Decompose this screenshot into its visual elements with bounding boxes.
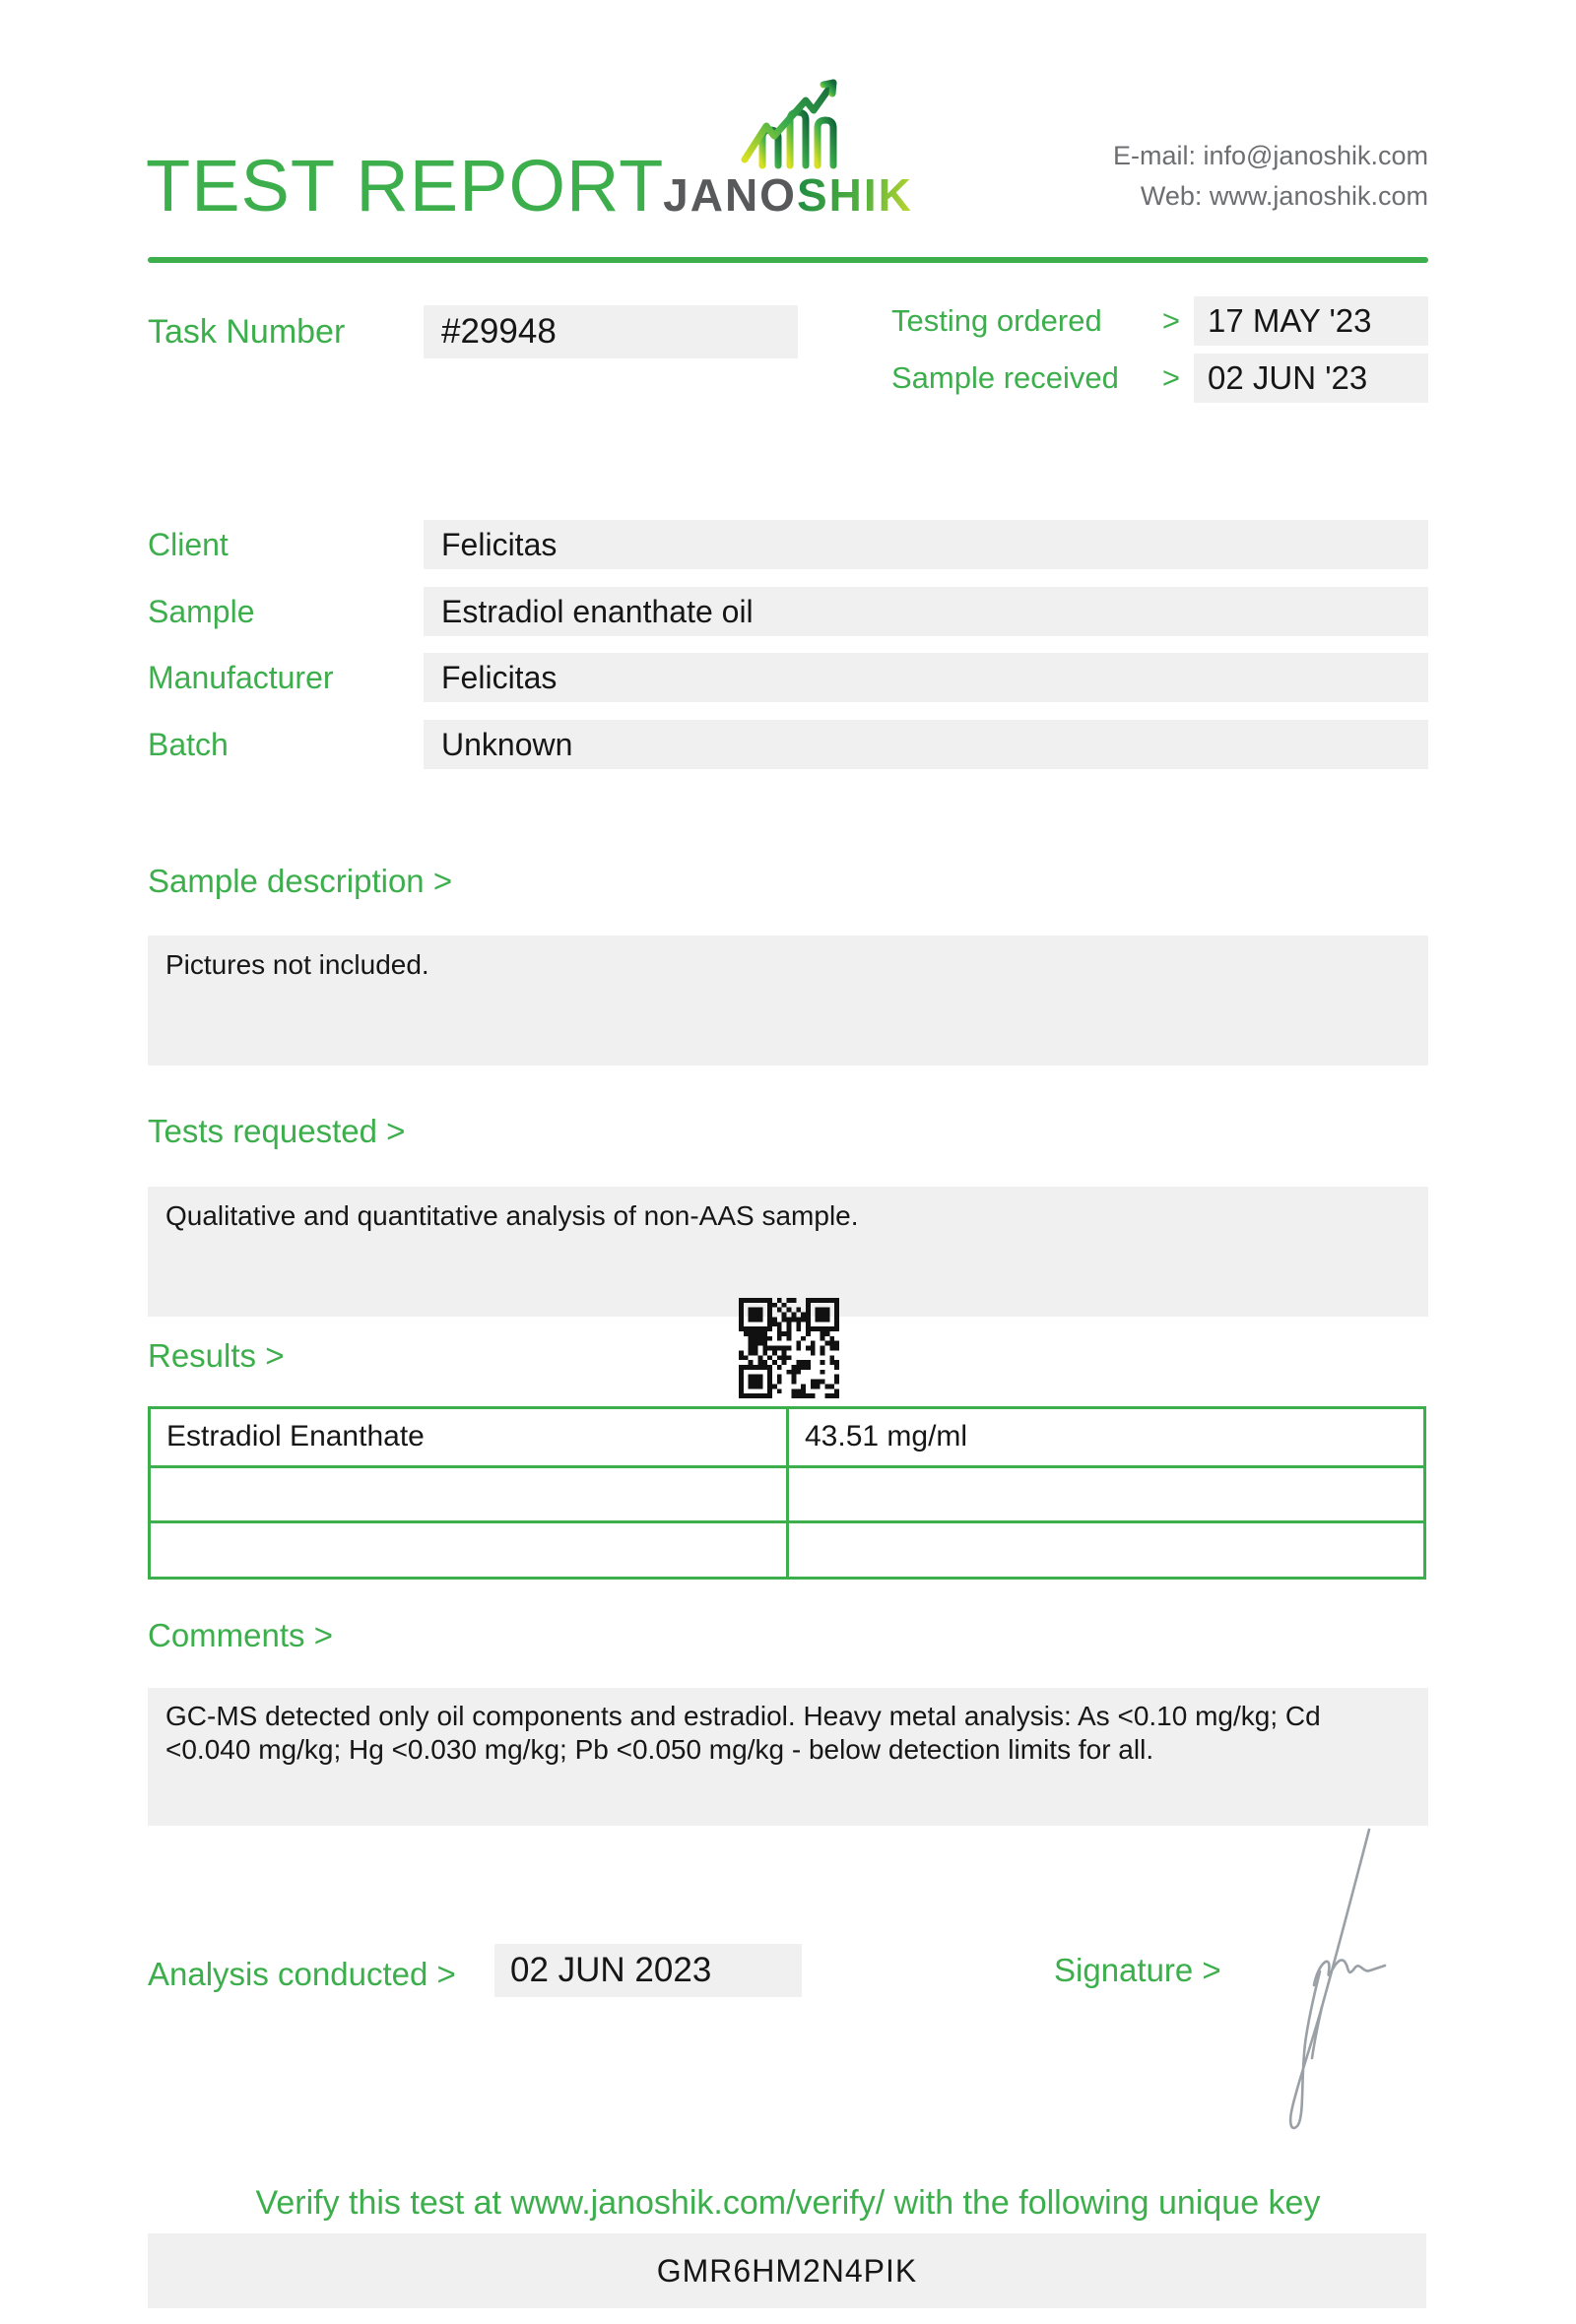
web-value: www.janoshik.com — [1209, 181, 1428, 211]
contact-web-line — [1113, 176, 1428, 217]
analysis-conducted-value: 02 JUN 2023 — [494, 1944, 802, 1997]
result-cell: 43.51 mg/ml — [786, 1409, 1423, 1465]
email-label: E-mail: — [1112, 141, 1196, 170]
client-label: Client — [148, 526, 229, 562]
results-table — [148, 1406, 1426, 1580]
email-value: info@janoshik.com — [1203, 141, 1428, 170]
testing-ordered-value: 17 MAY '23 — [1194, 296, 1428, 346]
verify-instruction: Verify this test at www.janoshik.com/verify/ with the following unique key — [255, 2184, 1321, 2222]
sample-received-row — [891, 354, 1428, 403]
manufacturer-label: Manufacturer — [148, 659, 334, 695]
sample-row — [148, 587, 1428, 636]
tests-requested-heading: Tests requested > — [148, 1113, 406, 1149]
batch-row — [148, 720, 1428, 769]
comments-box: GC-MS detected only oil components and estradiol. Heavy metal analysis: As <0.10 mg/kg; Cd <0.040 mg/kg; Hg <0.030 mg/kg; Pb <0.050 mg/kg - below detection limits for all. — [148, 1688, 1428, 1826]
results-row — [151, 1520, 1423, 1577]
chevron-icon: > — [1161, 303, 1180, 338]
chevron-icon: > — [1161, 360, 1180, 395]
sample-value: Estradiol enanthate oil — [424, 587, 1428, 636]
task-number-label: Task Number — [148, 312, 346, 351]
manufacturer-row — [148, 653, 1428, 702]
sample-description-box: Pictures not included. — [148, 936, 1428, 1065]
sample-label: Sample — [148, 593, 255, 629]
task-number-value: #29948 — [424, 305, 798, 358]
result-cell — [786, 1523, 1423, 1577]
client-row — [148, 520, 1428, 569]
sample-description-heading: Sample description > — [148, 863, 453, 899]
chart-growth-icon — [733, 77, 843, 171]
analyte-cell: Estradiol Enanthate — [166, 1420, 425, 1453]
batch-label: Batch — [148, 726, 229, 762]
analyte-cell — [151, 1523, 786, 1577]
report-title: TEST REPORT — [146, 145, 665, 226]
signature-label: Signature > — [1054, 1952, 1221, 1988]
web-label: Web: — [1140, 181, 1203, 211]
qr-code — [739, 1298, 839, 1398]
janoshik-logo — [621, 77, 955, 219]
results-row — [151, 1465, 1423, 1521]
comments-heading: Comments > — [148, 1617, 333, 1653]
analyte-cell — [151, 1468, 786, 1521]
logo-wordmark — [621, 171, 955, 219]
testing-ordered-row — [891, 296, 1428, 346]
signature-scribble — [1259, 1824, 1397, 2137]
contact-email-line — [1113, 136, 1428, 176]
sample-received-label: Sample received — [891, 360, 1119, 395]
logo-shik-text: SHIK — [796, 169, 913, 221]
testing-ordered-label: Testing ordered — [891, 303, 1102, 338]
batch-value: Unknown — [424, 720, 1428, 769]
results-heading: Results > — [148, 1337, 285, 1374]
manufacturer-value: Felicitas — [424, 653, 1428, 702]
verify-key: GMR6HM2N4PIK — [148, 2233, 1426, 2308]
logo-jano-text: JANO — [663, 169, 797, 221]
header-divider — [148, 257, 1428, 263]
contact-info — [1113, 136, 1428, 217]
client-value: Felicitas — [424, 520, 1428, 569]
results-row — [151, 1409, 1423, 1465]
task-number-row — [148, 305, 798, 358]
result-cell — [786, 1468, 1423, 1521]
tests-requested-box: Qualitative and quantitative analysis of non-AAS sample. — [148, 1187, 1428, 1317]
analysis-conducted-label: Analysis conducted > — [148, 1956, 456, 1992]
sample-received-value: 02 JUN '23 — [1194, 354, 1428, 403]
